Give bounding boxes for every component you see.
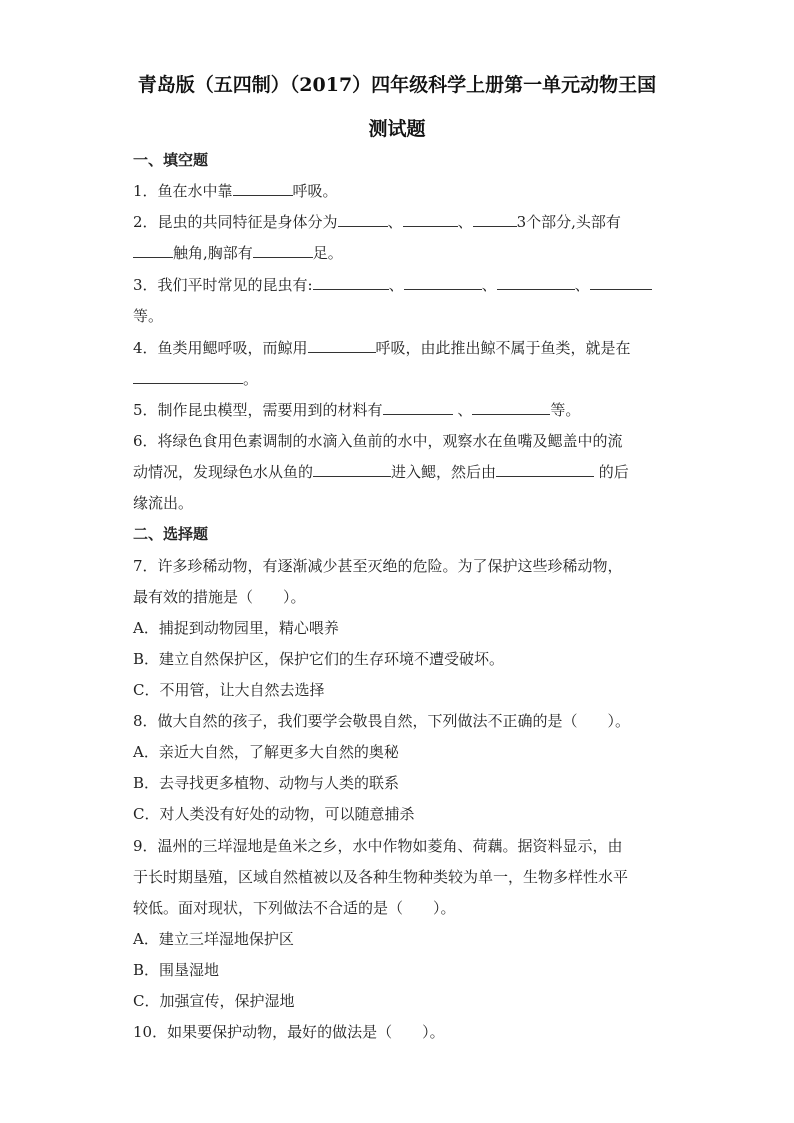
question-6-end: 缘流出。 xyxy=(133,494,194,512)
answer-blank[interactable] xyxy=(233,181,293,196)
question-7-option-b[interactable]: B．建立自然保护区，保护它们的生存环境不遭受破坏。 xyxy=(133,650,505,668)
answer-blank[interactable] xyxy=(338,212,388,227)
question-3-tail: 等。 xyxy=(133,307,164,325)
question-7-option-c[interactable]: C．不用管，让大自然去选择 xyxy=(133,681,325,699)
answer-blank[interactable] xyxy=(472,400,550,415)
answer-blank[interactable] xyxy=(473,212,517,227)
question-9-option-c[interactable]: C．加强宣传，保护湿地 xyxy=(133,992,295,1010)
document-title-continued: 测试题 xyxy=(368,118,426,140)
separator: 、 xyxy=(481,276,497,294)
question-1 xyxy=(133,181,668,201)
question-8-option-c[interactable]: C．对人类没有好处的动物，可以随意捕杀 xyxy=(133,805,415,823)
answer-blank[interactable] xyxy=(590,275,652,290)
question-3 xyxy=(133,275,668,295)
answer-blank[interactable] xyxy=(403,212,458,227)
question-2-text-c: 触角,胸部有 xyxy=(173,244,253,262)
question-2-tail: 足。 xyxy=(312,244,343,262)
question-6-continued xyxy=(133,462,668,482)
question-7-stem-continued: 最有效的措施是（ ）。 xyxy=(133,588,306,606)
answer-blank[interactable] xyxy=(308,338,376,353)
separator: 、 xyxy=(457,213,473,231)
question-8-stem: 8．做大自然的孩子，我们要学会敬畏自然，下列做法不正确的是（ ）。 xyxy=(133,712,631,730)
question-6: 6．将绿色食用色素调制的水滴入鱼前的水中，观察水在鱼嘴及鳃盖中的流 xyxy=(133,432,623,450)
question-9-stem-end: 较低。面对现状，下列做法不合适的是（ ）。 xyxy=(133,899,456,917)
question-8-option-a[interactable]: A．亲近大自然，了解更多大自然的奥秘 xyxy=(133,743,399,761)
question-8-option-b[interactable]: B．去寻找更多植物、动物与人类的联系 xyxy=(133,774,400,792)
question-9-stem-continued: 于长时期垦殖，区域自然植被以及各种生物种类较为单一，生物多样性水平 xyxy=(133,868,629,886)
question-6-text-d: 的后 xyxy=(594,463,629,481)
answer-blank[interactable] xyxy=(133,369,243,384)
separator: 、 xyxy=(388,276,404,294)
question-9-stem: 9．温州的三垟湿地是鱼米之乡，水中作物如菱角、荷藕。据资料显示，由 xyxy=(133,837,623,855)
question-2 xyxy=(133,212,668,232)
answer-blank[interactable] xyxy=(313,275,389,290)
question-6-text-c: 进入鳃，然后由 xyxy=(391,463,497,481)
answer-blank[interactable] xyxy=(253,243,313,258)
question-1-tail: 呼吸。 xyxy=(292,182,338,200)
section-choice-heading: 二、选择题 xyxy=(133,525,209,543)
question-4 xyxy=(133,338,668,358)
question-5 xyxy=(133,400,668,420)
question-7-stem: 7．许多珍稀动物，有逐渐减少甚至灭绝的危险。为了保护这些珍稀动物， xyxy=(133,557,623,575)
question-6-text-b: 动情况，发现绿色水从鱼的 xyxy=(133,463,314,481)
question-4-text: 4．鱼类用鳃呼吸，而鲸用 xyxy=(133,339,308,357)
question-5-text: 5．制作昆虫模型，需要用到的材料有 xyxy=(133,401,383,419)
answer-blank[interactable] xyxy=(496,462,594,477)
answer-blank[interactable] xyxy=(313,462,391,477)
question-9-option-b[interactable]: B．围垦湿地 xyxy=(133,961,220,979)
answer-blank[interactable] xyxy=(497,275,575,290)
separator: 、 xyxy=(387,213,403,231)
question-4-text-b: 呼吸，由此推出鲸不属于鱼类，就是在 xyxy=(375,339,631,357)
question-4-continued xyxy=(133,369,668,389)
question-3-text: 3．我们平时常见的昆虫有: xyxy=(133,276,313,294)
question-4-tail: 。 xyxy=(243,370,259,388)
question-2-text: 2．昆虫的共同特征是身体分为 xyxy=(133,213,338,231)
answer-blank[interactable] xyxy=(383,400,453,415)
section-fill-in-heading: 一、填空题 xyxy=(133,151,209,169)
question-7-option-a[interactable]: A．捕捉到动物园里，精心喂养 xyxy=(133,619,339,637)
question-2-continued xyxy=(133,243,668,263)
question-5-tail: 等。 xyxy=(550,401,581,419)
question-2-text-b: 3个部分,头部有 xyxy=(516,213,621,231)
question-1-text: 1．鱼在水中靠 xyxy=(133,182,233,200)
answer-blank[interactable] xyxy=(133,243,173,258)
answer-blank[interactable] xyxy=(404,275,482,290)
question-3-continued xyxy=(133,306,668,326)
question-9-option-a[interactable]: A．建立三垟湿地保护区 xyxy=(133,930,294,948)
separator: 、 xyxy=(574,276,590,294)
separator: 、 xyxy=(452,401,473,419)
document-title: 青岛版（五四制）（2017）四年级科学上册第一单元动物王国 xyxy=(137,74,657,96)
question-10-stem: 10．如果要保护动物，最好的做法是（ ）。 xyxy=(133,1023,445,1041)
